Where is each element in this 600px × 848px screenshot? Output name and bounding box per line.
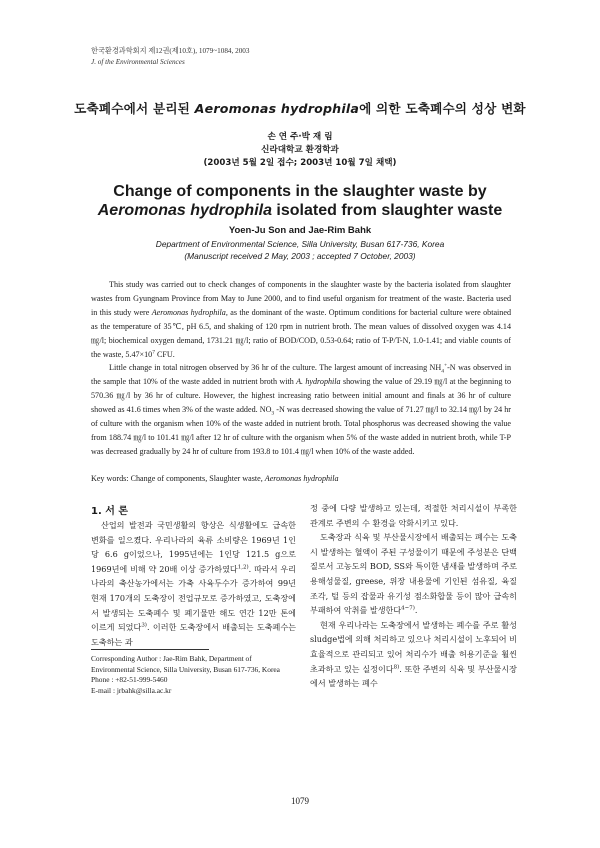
citation: 8): [393, 663, 400, 670]
body-text: 산업의 발전과 국민생활의 향상은 식생활에도 급속한 변화를 일으켰다. 우리나라의 육류 소비량은 1969년 1인당 6.6 g이었으나, 1995년에는 1인당 121.5 g으로 1969년에 비해 약 20배 이상 증가하였다: [91, 520, 296, 574]
abstract: [91, 278, 511, 459]
abstract-subscript: 4: [441, 369, 444, 376]
abstract-text: showing the value of 29.19 ㎎/l at the beginning to 570.36 ㎎/l by 36 hr of culture. However, the highest increasing ratio between initial amount and finals at 36 hr of culture showed as 41.6 times when 3% of the waste added. NO: [91, 377, 511, 415]
abstract-species: A. hydrophila: [296, 377, 341, 387]
keywords-species: Aeromonas hydrophila: [264, 474, 339, 483]
section-heading: 1. 서 론: [91, 506, 129, 517]
page-number: 1079: [291, 796, 309, 806]
abstract-species: Aeromonas hydrophila: [151, 307, 226, 317]
body-text: 현재 우리나라는 도축장에서 발생하는 폐수를 주로 활성 sludge법에 의해 처리하고 있으나 처리시설이 노후되어 비효율적으로 관리되고 있어 처리수가 배출 허용기준을 훨씬 초과하고 있는 실정이다: [310, 619, 517, 674]
body-text: . 또한 주변의 식육 및 부산물시장에서 발생하는 폐수: [310, 663, 517, 689]
korean-dates: (2003년 5월 2일 접수; 2003년 10월 7일 채택): [203, 158, 397, 168]
keywords-label: Key words: Change of components, Slaughter waste,: [91, 474, 265, 483]
body-text: . 이러한 도축장에서 배출되는 도축폐수는 도축하는 과: [91, 622, 296, 647]
footnote: [91, 654, 296, 696]
korean-authors: 손 연 주·박 재 림: [267, 132, 333, 142]
intro-paragraph: [310, 530, 517, 618]
intro-right-column: [310, 501, 517, 691]
footnote-phone: Phone : +82-51-999-5460: [91, 675, 168, 685]
abstract-text: -N was decreased showing the value of 71.27 ㎎/l to 32.14 ㎎/l by 24 hr of culture with the organism when 10% of the waste added in nutrient broth. Total phosphorus was decreased showing the value from 188.74 ㎎/l to 101.41 ㎎/l after 12 hr of culture with the organism when 5% of the waste added in nutrient broth, while T-P was decreased gradually by 24 hr of culture from 193.8 to 101.4 ㎎/l when 10% of the waste added.: [91, 405, 511, 456]
english-dates: (Manuscript received 2 May, 2003 ; accepted 7 October, 2003): [184, 251, 416, 261]
abstract-paragraph-1: [91, 278, 511, 361]
english-affiliation: Department of Environmental Science, Silla University, Busan 617-736, Korea: [155, 239, 445, 249]
journal-info-korean: 한국환경과학회지 제12권(제10호), 1079~1084, 2003: [91, 47, 250, 55]
abstract-text: -N was observed in the sample that 10% of the waste added in nutrient broth with: [91, 363, 511, 387]
abstract-text: CFU.: [154, 349, 175, 359]
footnote-rule: [91, 649, 209, 650]
body-text: .: [414, 605, 418, 616]
citation: 4~7): [401, 605, 415, 612]
journal-info-english: J. of the Environmental Sciences: [91, 58, 185, 66]
abstract-paragraph-2: [91, 361, 511, 458]
korean-title-species: Aeromonas hydrophila: [194, 101, 360, 116]
korean-affiliation: 신라대학교 환경학과: [261, 145, 339, 155]
abstract-text: This study was carried out to check changes of components in the slaughter waste by the bacteria isolated from slaughter wastes from Gyungnam Province from May to June 2000, and to find useful organism for treatment of the waste. Bacteria used in this study were: [91, 280, 511, 317]
korean-title-pre: 도축폐수에서 분리된: [74, 101, 195, 116]
korean-title: [0, 98, 600, 117]
abstract-text: Little change in total nitrogen observed by 36 hr of the culture. The largest amount of increasing NH: [109, 363, 442, 373]
english-title-species: Aeromonas hydrophila: [97, 202, 272, 219]
citation: 1,2): [237, 564, 249, 571]
english-title-rest: isolated from slaughter waste: [271, 202, 503, 219]
abstract-superscript: +: [444, 362, 448, 369]
intro-paragraph: 정 중에 다량 발생하고 있는데, 적절한 처리시설이 부족한 관계로 주변의 수 환경을 악화시키고 있다.: [310, 503, 517, 528]
keywords: [91, 474, 339, 483]
english-title-line2: [0, 201, 600, 220]
abstract-text: , as the dominant of the waste. Optimum conditions for bacterial culture were obtained as the temperature of 35℃, pH 6.5, and shaking of 120 rpm in nutrient broth. The mean values of dissolved oxygen was 4.14 ㎎/l; biochemical oxygen demand, 1731.21 ㎎/l; ratio of BOD/COD, 0.53-0.64; ratio of T-P/T-N, 1.0-1.41; and viable counts of the waste, 5.47×10: [91, 307, 511, 359]
footnote-author: Corresponding Author : Jae-Rim Bahk, Department of Environmental Science, Silla University, Busan 617-736, Korea: [91, 654, 280, 674]
english-authors: Yoen-Ju Son and Jae-Rim Bahk: [228, 225, 372, 236]
intro-left-column: [91, 518, 296, 649]
korean-title-post: 에 의한 도축폐수의 성상 변화: [359, 101, 526, 116]
intro-paragraph: [91, 518, 296, 649]
abstract-subscript: 3: [271, 410, 275, 417]
body-text: . 따라서 우리나라의 축산농가에서는 가축 사육두수가 증가하여 99년 현재 170개의 도축장이 전업규모로 증가하였고, 도축장에서 발생되는 도축폐수 및 폐기물만 해도 연간 12만 톤에 이르게 되었다: [91, 563, 297, 633]
citation: 3): [141, 622, 147, 629]
footnote-email: E-mail : jrbahk@silla.ac.kr: [91, 685, 172, 695]
body-text: 도축장과 식육 및 부산물시장에서 배출되는 폐수는 도축 시 발생하는 혈액이 주된 구성물이기 때문에 주성분은 단백질로서 고농도의 BOD, SS와 특이한 냄새를 발생하며 주로 용해성물질, greese, 위장 내용물에 기인된 섬유질, 육질 조각, 털 등의 잡물과 유기성 점소화합물 등이 많아 급속히 부패하여 악취를 발생한다: [310, 532, 517, 616]
intro-paragraph: [310, 618, 517, 691]
abstract-superscript: 7: [152, 348, 155, 355]
english-title-line1: Change of components in the slaughter waste by: [113, 183, 487, 200]
